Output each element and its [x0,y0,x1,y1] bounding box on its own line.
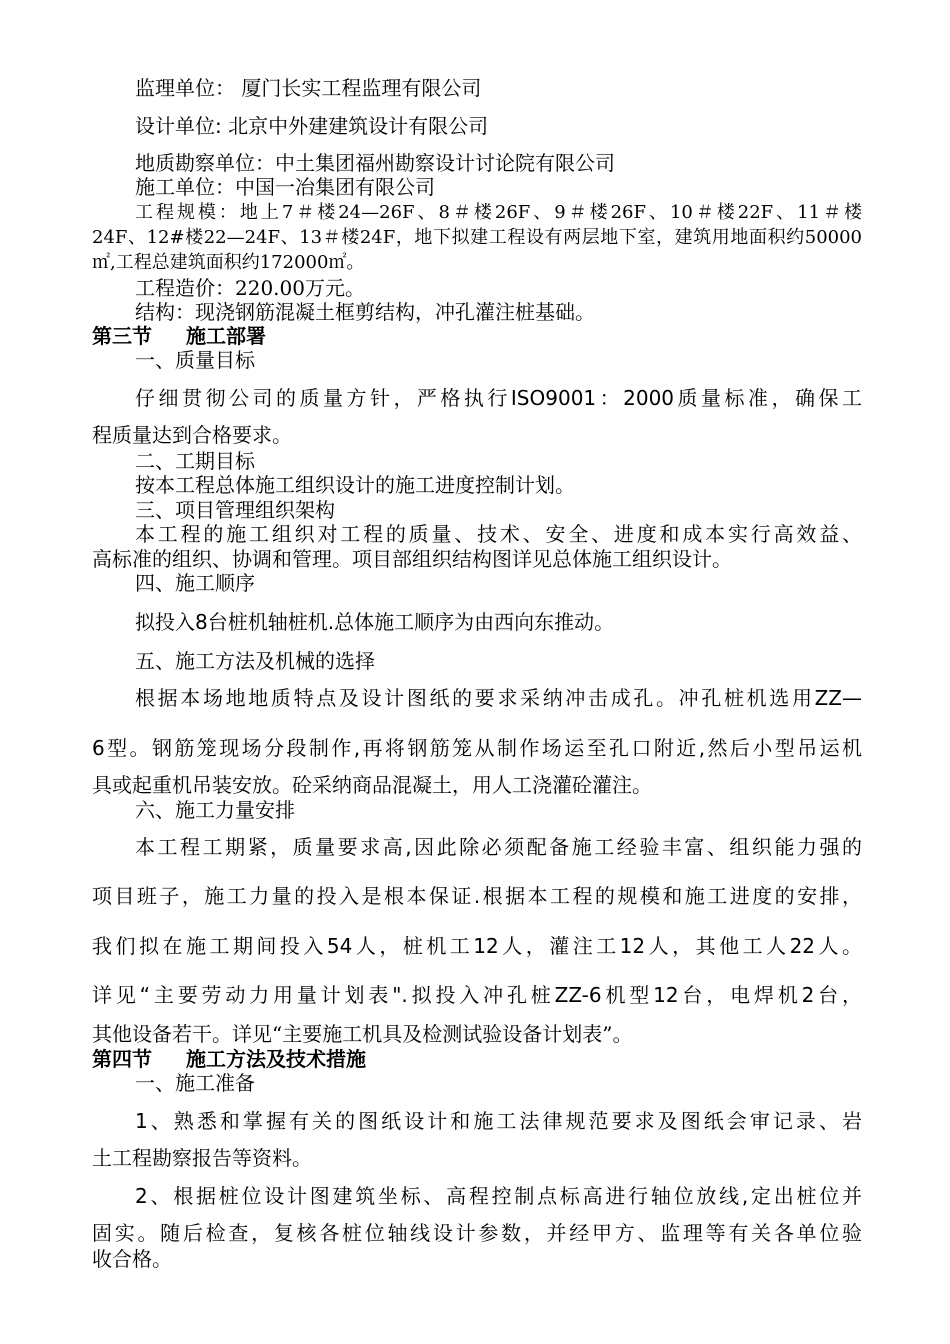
section-number: 第四节 [92,1047,152,1071]
structure-line: 结构：现浇钢筋混凝土框剪结构，冲孔灌注桩基础。 [135,300,595,324]
paragraph-line: 本工程工期紧，质量要求高,因此除必须配备施工经验丰富、组织能力强的 [135,835,862,859]
supervisor-unit-line: 监理单位： 厦门长实工程监理有限公司 [135,76,482,100]
paragraph-line: 收合格。 [92,1247,172,1271]
section-heading-4 [92,1046,862,1072]
subheading-preparation: 一、施工准备 [135,1071,255,1095]
paragraph-line: 程质量达到合格要求。 [92,423,292,447]
paragraph-line: 6型。钢筋笼现场分段制作,再将钢筋笼从制作场运至孔口附近,然后小型吊运机 [92,736,862,760]
project-cost-line: 工程造价：220.00万元。 [135,276,365,300]
section-title: 施工方法及技术措施 [186,1047,366,1071]
project-scale-line-2: 24F、12#楼22—24F、13＃楼24F，地下拟建工程设有两层地下室，建筑用地面积约50000 [92,227,862,248]
design-unit-line: 设计单位: 北京中外建建筑设计有限公司 [135,114,489,138]
subheading-schedule-goal: 二、工期目标 [135,449,255,473]
subheading-construction-sequence: 四、施工顺序 [135,571,255,595]
subheading-workforce: 六、施工力量安排 [135,798,295,822]
paragraph-line: 高标准的组织、协调和管理。项目部组织结构图详见总体施工组织设计。 [92,547,732,571]
subheading-org-structure: 三、项目管理组织架构 [135,498,335,522]
paragraph-line: 1、熟悉和掌握有关的图纸设计和施工法律规范要求及图纸会审记录、岩 [135,1109,862,1133]
paragraph-line: 仔细贯彻公司的质量方针，严格执行ISO9001：2000质量标准，确保工 [135,386,862,410]
paragraph-line: 按本工程总体施工组织设计的施工进度控制计划。 [135,473,575,497]
paragraph-line: 土工程勘察报告等资料。 [92,1146,312,1170]
construction-unit-line: 施工单位：中国一冶集团有限公司 [135,175,435,199]
section-title: 施工部署 [186,324,266,348]
project-scale-line-1: 工程规模：地上7＃楼24—26F、8＃楼26F、9＃楼26F、10＃楼22F、11＃楼 [135,202,862,223]
survey-unit-line: 地质勘察单位：中土集团福州勘察设计讨论院有限公司 [135,151,615,175]
section-number: 第三节 [92,324,152,348]
paragraph-line: 根据本场地地质特点及设计图纸的要求采纳冲击成孔。冲孔桩机选用ZZ— [135,686,862,710]
subheading-method-machinery: 五、施工方法及机械的选择 [135,649,375,673]
project-scale-line-3: ㎡,工程总建筑面积约172000㎡。 [92,252,365,273]
paragraph-line: 本工程的施工组织对工程的质量、技术、安全、进度和成本实行高效益、 [135,522,862,546]
paragraph-line: 固实。随后检查，复核各桩位轴线设计参数，并经甲方、监理等有关各单位验 [92,1221,862,1245]
section-heading-3 [92,323,862,349]
paragraph-line: 其他设备若干。详见“主要施工机具及检测试验设备计划表”。 [92,1022,633,1046]
paragraph-line: 项目班子，施工力量的投入是根本保证.根据本工程的规模和施工进度的安排， [92,884,862,908]
subheading-quality-goal: 一、质量目标 [135,348,255,372]
paragraph-line: 我们拟在施工期间投入54人，桩机工12人，灌注工12人，其他工人22人。 [92,934,862,958]
paragraph-line: 具或起重机吊装安放。砼采纳商品混凝土，用人工浇灌砼灌注。 [92,773,652,797]
paragraph-line: 拟投入8台桩机轴桩机.总体施工顺序为由西向东推动。 [135,610,615,634]
paragraph-line: 详见“主要劳动力用量计划表".拟投入冲孔桩ZZ-6机型12台，电焊机2台， [92,983,862,1007]
paragraph-line: 2、根据桩位设计图建筑坐标、高程控制点标高进行轴位放线,定出桩位并 [135,1184,862,1208]
